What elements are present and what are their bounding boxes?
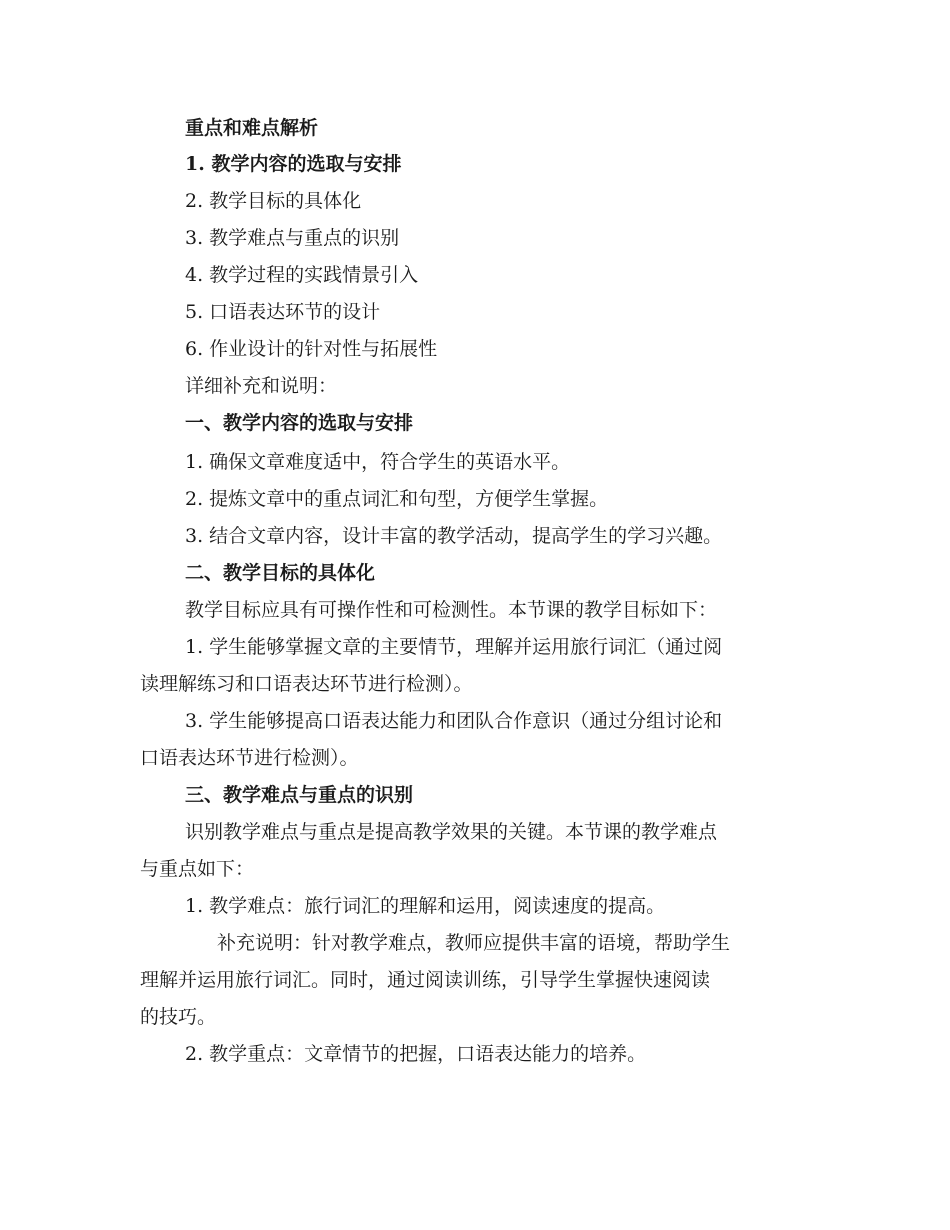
section-title: 二、教学目标的具体化 [185,562,376,584]
section-title: 三、教学难点与重点的识别 [185,784,414,806]
list-item: 1. 确保文章难度适中，符合学生的英语水平。 [185,451,571,473]
paragraph: 识别教学难点与重点是提高教学效果的关键。本节课的教学难点 [185,821,718,843]
outline-item: 5. 口语表达环节的设计 [185,301,381,323]
list-item: 1. 教学难点：旅行词汇的理解和运用，阅读速度的提高。 [185,895,666,917]
list-item: 1. 学生能够掌握文章的主要情节，理解并运用旅行词汇（通过阅 [185,636,723,658]
paragraph: 教学目标应具有可操作性和可检测性。本节课的教学目标如下： [185,599,718,621]
supplement-note-continuation: 理解并运用旅行词汇。同时，通过阅读训练，引导学生掌握快速阅读 [140,969,711,991]
outline-item: 2. 教学目标的具体化 [185,190,362,212]
supplement-note: 补充说明：针对教学难点，教师应提供丰富的语境，帮助学生 [217,932,731,954]
list-item: 2. 提炼文章中的重点词汇和句型，方便学生掌握。 [185,488,609,510]
list-item: 3. 结合文章内容，设计丰富的教学活动，提高学生的学习兴趣。 [185,525,723,547]
outline-item: 1. 教学内容的选取与安排 [185,153,402,175]
document-heading: 重点和难点解析 [185,117,319,139]
supplement-note-continuation: 的技巧。 [140,1006,217,1028]
list-item: 3. 学生能够提高口语表达能力和团队合作意识（通过分组讨论和 [185,710,723,732]
detail-intro: 详细补充和说明： [185,375,338,397]
outline-item: 3. 教学难点与重点的识别 [185,227,400,249]
outline-item: 6. 作业设计的针对性与拓展性 [185,338,438,360]
paragraph-continuation: 与重点如下： [140,858,255,880]
outline-item: 4. 教学过程的实践情景引入 [185,264,419,286]
list-item: 2. 教学重点：文章情节的把握，口语表达能力的培养。 [185,1043,647,1065]
list-item-continuation: 口语表达环节进行检测）。 [140,747,359,769]
section-title: 一、教学内容的选取与安排 [185,412,414,434]
list-item-continuation: 读理解练习和口语表达环节进行检测）。 [140,673,473,695]
